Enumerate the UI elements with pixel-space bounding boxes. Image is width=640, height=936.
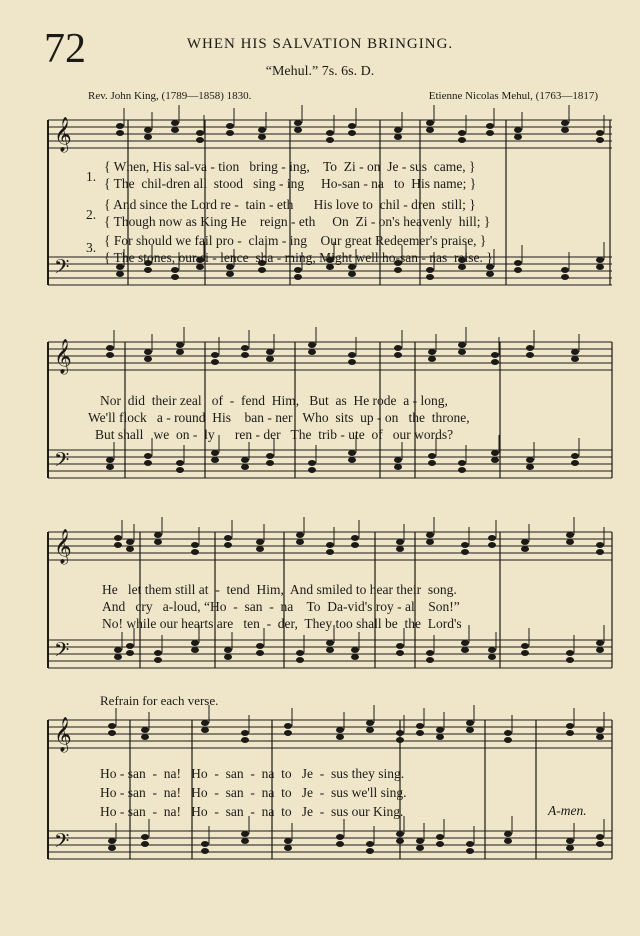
note-head <box>526 464 534 470</box>
note-head <box>416 845 424 851</box>
note-head <box>106 464 114 470</box>
lyric-line: Nor did their zeal of - fend Him, But as He rode a - long, <box>100 393 448 408</box>
note-head <box>366 848 374 854</box>
note-head <box>211 359 219 365</box>
note-head <box>224 535 232 541</box>
note-head <box>566 657 574 663</box>
note-head <box>114 535 122 541</box>
note-head <box>436 834 444 840</box>
verse-number: 2. <box>86 207 97 222</box>
note-head <box>336 834 344 840</box>
note-head <box>241 352 249 358</box>
lyric-line: We'll flock a - round His ban - ner Who sits up - on the throne, <box>88 410 470 425</box>
note-head <box>458 137 466 143</box>
note-head <box>366 720 374 726</box>
note-head <box>526 457 534 463</box>
note-head <box>504 730 512 736</box>
note-head <box>266 356 274 362</box>
note-head <box>486 271 494 277</box>
note-head <box>466 727 474 733</box>
note-head <box>396 539 404 545</box>
note-head <box>106 352 114 358</box>
note-head <box>394 352 402 358</box>
note-head <box>326 542 334 548</box>
note-head <box>241 464 249 470</box>
note-head <box>176 460 184 466</box>
note-head <box>144 349 152 355</box>
note-head <box>171 267 179 273</box>
note-head <box>566 838 574 844</box>
note-head <box>458 460 466 466</box>
note-head <box>241 838 249 844</box>
note-head <box>394 464 402 470</box>
note-head <box>514 127 522 133</box>
note-head <box>308 342 316 348</box>
note-head <box>566 723 574 729</box>
note-head <box>394 457 402 463</box>
lyric-line: { For should we fail pro - claim - ing Our great Redeemer's praise, } <box>104 233 487 248</box>
bass-clef-icon: 𝄢 <box>54 638 70 666</box>
note-head <box>336 727 344 733</box>
note-head <box>596 841 604 847</box>
note-head <box>201 841 209 847</box>
note-head <box>396 831 404 837</box>
amen-label: A-men. <box>548 803 587 818</box>
note-head <box>426 657 434 663</box>
note-head <box>486 123 494 129</box>
note-head <box>461 542 469 548</box>
lyric-line: Ho - san - na! Ho - san - na to Je - sus we'll sing. <box>100 785 407 800</box>
note-head <box>126 546 134 552</box>
note-head <box>396 730 404 736</box>
note-head <box>366 841 374 847</box>
note-head <box>394 127 402 133</box>
note-head <box>126 650 134 656</box>
treble-clef-icon: 𝄞 <box>54 529 72 564</box>
note-head <box>196 130 204 136</box>
note-head <box>126 643 134 649</box>
note-head <box>416 723 424 729</box>
note-head <box>191 549 199 555</box>
note-head <box>394 345 402 351</box>
note-head <box>141 841 149 847</box>
note-head <box>396 546 404 552</box>
note-head <box>144 127 152 133</box>
note-head <box>326 137 334 143</box>
note-head <box>296 532 304 538</box>
verse-number: 1. <box>86 169 97 184</box>
note-head <box>436 727 444 733</box>
note-head <box>526 352 534 358</box>
note-head <box>241 345 249 351</box>
hymn-title: WHEN HIS SALVATION BRINGING. <box>186 36 454 52</box>
note-head <box>348 123 356 129</box>
note-head <box>566 730 574 736</box>
note-head <box>521 539 529 545</box>
note-head <box>196 137 204 143</box>
bass-clef-icon: 𝄢 <box>54 448 70 476</box>
note-head <box>596 549 604 555</box>
note-head <box>571 460 579 466</box>
note-head <box>226 123 234 129</box>
note-head <box>294 267 302 273</box>
music-credit: Etienne Nicolas Mehul, (1763—1817) <box>428 90 598 102</box>
note-head <box>144 134 152 140</box>
note-head <box>258 267 266 273</box>
note-head <box>211 450 219 456</box>
note-head <box>351 654 359 660</box>
note-head <box>491 359 499 365</box>
note-head <box>108 730 116 736</box>
note-head <box>426 127 434 133</box>
lyric-line: He let them still at - tend Him, And smiled to hear their song. <box>102 582 457 597</box>
note-head <box>428 460 436 466</box>
note-head <box>486 130 494 136</box>
note-head <box>491 457 499 463</box>
note-head <box>488 654 496 660</box>
lyric-line: { Though now as King He reign - eth On Zi - on's heavenly hill; } <box>104 214 491 229</box>
note-head <box>201 720 209 726</box>
note-head <box>308 349 316 355</box>
note-head <box>396 643 404 649</box>
note-head <box>241 737 249 743</box>
note-head <box>224 654 232 660</box>
note-head <box>171 120 179 126</box>
note-head <box>284 845 292 851</box>
note-head <box>296 650 304 656</box>
note-head <box>396 650 404 656</box>
note-head <box>336 841 344 847</box>
lyric-line: Ho - san - na! Ho - san - na to Je - sus our King. <box>100 804 404 819</box>
note-head <box>596 734 604 740</box>
note-head <box>266 349 274 355</box>
note-head <box>491 450 499 456</box>
note-head <box>154 539 162 545</box>
note-head <box>596 647 604 653</box>
note-head <box>284 838 292 844</box>
note-head <box>226 130 234 136</box>
note-head <box>458 467 466 473</box>
note-head <box>154 650 162 656</box>
note-head <box>426 120 434 126</box>
note-head <box>241 831 249 837</box>
bass-clef-icon: 𝄢 <box>54 829 70 857</box>
note-head <box>504 737 512 743</box>
note-head <box>488 542 496 548</box>
note-head <box>326 130 334 136</box>
note-head <box>294 127 302 133</box>
note-head <box>348 271 356 277</box>
note-head <box>144 453 152 459</box>
lyric-line: { The stones, our si - lence sha - ming, Might well ho-san - nas raise. } <box>104 250 493 265</box>
note-head <box>256 539 264 545</box>
note-head <box>561 274 569 280</box>
note-head <box>521 546 529 552</box>
note-head <box>458 349 466 355</box>
hymn-number: 72 <box>44 26 86 72</box>
note-head <box>461 549 469 555</box>
treble-clef-icon: 𝄞 <box>54 117 72 152</box>
note-head <box>428 453 436 459</box>
lyric-line: And cry a-loud, “Ho - san - na To Da-vid's roy - al Son!” <box>102 599 460 614</box>
bass-clef-icon: 𝄢 <box>54 255 70 283</box>
note-head <box>596 834 604 840</box>
note-head <box>596 727 604 733</box>
note-head <box>191 647 199 653</box>
note-head <box>284 730 292 736</box>
note-head <box>416 730 424 736</box>
note-head <box>294 274 302 280</box>
note-head <box>144 356 152 362</box>
note-head <box>114 542 122 548</box>
note-head <box>141 734 149 740</box>
note-head <box>108 838 116 844</box>
note-head <box>351 542 359 548</box>
note-head <box>348 130 356 136</box>
lyric-line: No! while our hearts are ten - der, They too shall be the Lord's <box>102 616 462 631</box>
note-head <box>294 120 302 126</box>
note-head <box>428 356 436 362</box>
note-head <box>176 349 184 355</box>
note-head <box>596 130 604 136</box>
note-head <box>144 460 152 466</box>
note-head <box>176 342 184 348</box>
note-head <box>514 267 522 273</box>
note-head <box>191 542 199 548</box>
note-head <box>141 727 149 733</box>
note-head <box>596 542 604 548</box>
note-head <box>526 345 534 351</box>
note-head <box>336 734 344 740</box>
note-head <box>428 349 436 355</box>
note-head <box>596 640 604 646</box>
note-head <box>436 734 444 740</box>
note-head <box>296 539 304 545</box>
note-head <box>466 841 474 847</box>
note-head <box>461 640 469 646</box>
note-head <box>141 834 149 840</box>
note-head <box>521 650 529 656</box>
note-head <box>116 271 124 277</box>
note-head <box>514 260 522 266</box>
note-head <box>108 845 116 851</box>
note-head <box>566 650 574 656</box>
lyric-line: { And since the Lord re - tain - eth His love to chil - dren still; } <box>104 197 476 212</box>
note-head <box>296 657 304 663</box>
note-head <box>416 838 424 844</box>
note-head <box>258 127 266 133</box>
refrain-label: Refrain for each verse. <box>100 693 219 708</box>
note-head <box>176 467 184 473</box>
note-head <box>488 535 496 541</box>
treble-clef-icon: 𝄞 <box>54 717 72 752</box>
note-head <box>266 453 274 459</box>
note-head <box>571 453 579 459</box>
note-head <box>488 647 496 653</box>
note-head <box>201 848 209 854</box>
note-head <box>201 727 209 733</box>
note-head <box>458 130 466 136</box>
note-head <box>461 647 469 653</box>
note-head <box>191 640 199 646</box>
note-head <box>396 737 404 743</box>
lyric-line: Ho - san - na! Ho - san - na to Je - sus they sing. <box>100 766 405 781</box>
note-head <box>114 654 122 660</box>
note-head <box>154 657 162 663</box>
note-head <box>466 848 474 854</box>
note-head <box>116 123 124 129</box>
note-head <box>284 723 292 729</box>
note-head <box>256 643 264 649</box>
note-head <box>426 650 434 656</box>
note-head <box>436 841 444 847</box>
note-head <box>154 532 162 538</box>
note-head <box>394 134 402 140</box>
note-head <box>348 457 356 463</box>
note-head <box>596 257 604 263</box>
note-head <box>348 359 356 365</box>
note-head <box>566 845 574 851</box>
note-head <box>466 720 474 726</box>
note-head <box>491 352 499 358</box>
note-head <box>224 647 232 653</box>
note-head <box>348 450 356 456</box>
note-head <box>561 127 569 133</box>
note-head <box>596 137 604 143</box>
note-head <box>394 267 402 273</box>
note-head <box>241 457 249 463</box>
note-head <box>504 838 512 844</box>
note-head <box>256 650 264 656</box>
note-head <box>106 345 114 351</box>
lyric-line: But shall we on - ly ren - der The trib - ute of our words? <box>95 427 454 442</box>
note-head <box>326 549 334 555</box>
note-head <box>571 356 579 362</box>
note-head <box>266 460 274 466</box>
note-head <box>106 457 114 463</box>
lyric-line: { The chil-dren all stood sing - ing Ho-san - na to His name; } <box>104 176 477 191</box>
note-head <box>211 457 219 463</box>
note-head <box>566 539 574 545</box>
note-head <box>258 134 266 140</box>
note-head <box>308 467 316 473</box>
note-head <box>561 120 569 126</box>
note-head <box>226 271 234 277</box>
words-credit: Rev. John King, (1789—1858) 1830. <box>88 90 252 102</box>
note-head <box>351 535 359 541</box>
note-head <box>241 730 249 736</box>
note-head <box>108 723 116 729</box>
note-head <box>116 130 124 136</box>
note-head <box>596 264 604 270</box>
treble-clef-icon: 𝄞 <box>54 339 72 374</box>
note-head <box>326 640 334 646</box>
verse-number: 3. <box>86 240 97 255</box>
note-head <box>211 352 219 358</box>
note-head <box>396 838 404 844</box>
note-head <box>571 349 579 355</box>
note-head <box>521 643 529 649</box>
note-head <box>114 647 122 653</box>
note-head <box>514 134 522 140</box>
note-head <box>326 647 334 653</box>
note-head <box>256 546 264 552</box>
note-head <box>224 542 232 548</box>
note-head <box>366 727 374 733</box>
note-head <box>504 831 512 837</box>
note-head <box>426 539 434 545</box>
note-head <box>126 539 134 545</box>
note-head <box>458 342 466 348</box>
note-head <box>426 274 434 280</box>
lyric-line: { When, His sal-va - tion bring - ing, To Zi - on Je - sus came, } <box>104 159 476 174</box>
note-head <box>561 267 569 273</box>
note-head <box>426 267 434 273</box>
note-head <box>171 127 179 133</box>
note-head <box>144 267 152 273</box>
tune-name: “Mehul.” 7s. 6s. D. <box>265 64 375 79</box>
note-head <box>348 352 356 358</box>
note-head <box>426 532 434 538</box>
note-head <box>351 647 359 653</box>
note-head <box>566 532 574 538</box>
note-head <box>308 460 316 466</box>
note-head <box>171 274 179 280</box>
